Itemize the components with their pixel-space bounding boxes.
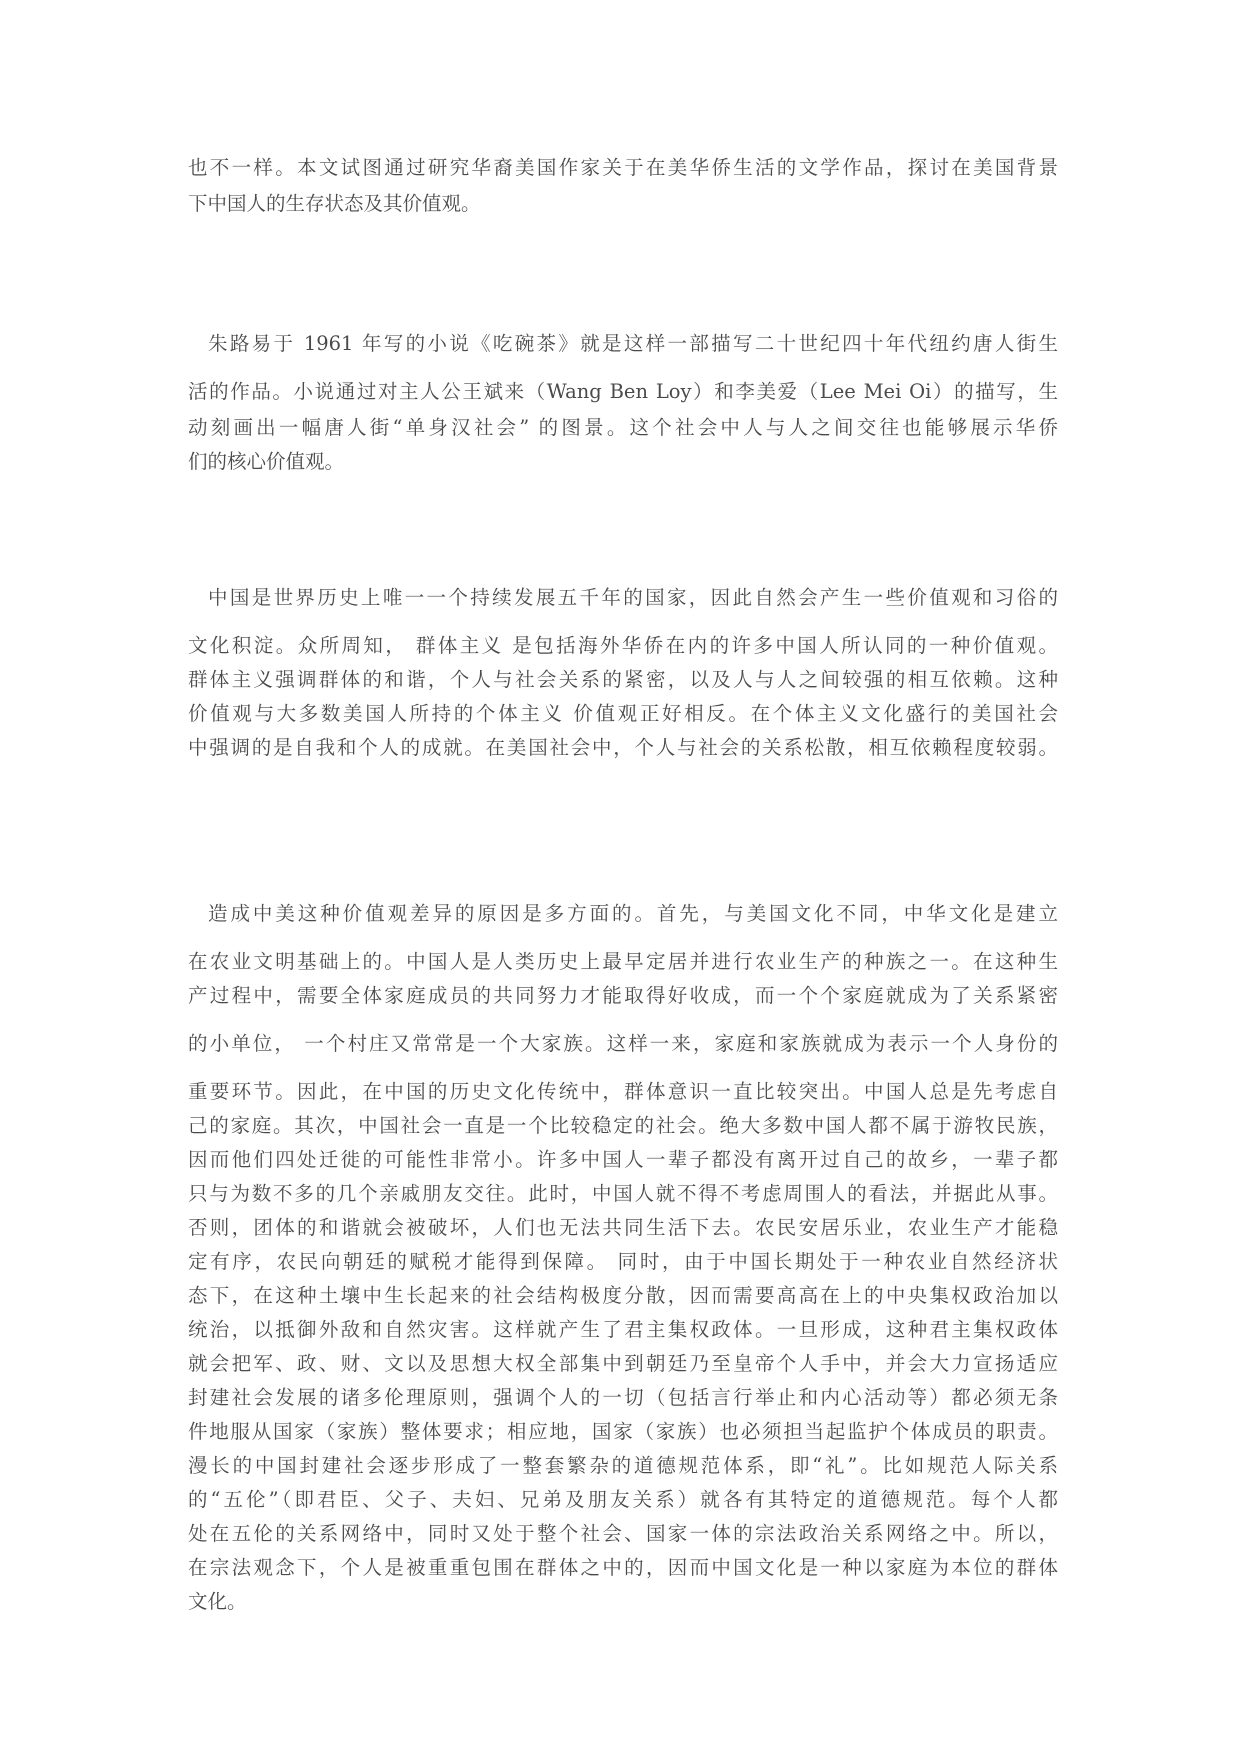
- text-line: 处在五伦的关系网络中，同时又处于整个社会、国家一体的宗法政治关系网络之中。所以，: [188, 1522, 1058, 1545]
- text-line: 在宗法观念下，个人是被重重包围在群体之中的，因而中国文化是一种以家庭为本位的群体: [188, 1556, 1058, 1579]
- text-line: 漫长的中国封建社会逐步形成了一整套繁杂的道德规范体系，即“礼”。比如规范人际关系: [188, 1454, 1058, 1477]
- text-line: 在农业文明基础上的。中国人是人类历史上最早定居并进行农业生产的种族之一。在这种生: [188, 950, 1058, 973]
- text-line: 封建社会发展的诸多伦理原则，强调个人的一切（包括言行举止和内心活动等）都必须无条: [188, 1386, 1058, 1409]
- text-line: 群体主义强调群体的和谐，个人与社会关系的紧密，以及人与人之间较强的相互依赖。这种: [188, 668, 1058, 691]
- text-line: 下中国人的生存状态及其价值观。: [188, 192, 481, 215]
- text-line: 的小单位， 一个村庄又常常是一个大家族。这样一来，家庭和家族就成为表示一个人身份的: [188, 1032, 1058, 1055]
- text-line: 文化。: [188, 1590, 247, 1613]
- text-line: 重要环节。因此，在中国的历史文化传统中，群体意识一直比较突出。中国人总是先考虑自: [188, 1080, 1058, 1103]
- text-line: 造成中美这种价值观差异的原因是多方面的。首先，与美国文化不同，中华文化是建立: [208, 902, 1058, 925]
- text-line: 就会把军、政、财、文以及思想大权全部集中到朝廷乃至皇帝个人手中，并会大力宣扬适应: [188, 1352, 1058, 1375]
- text-line: 件地服从国家（家族）整体要求；相应地，国家（家族）也必须担当起监护个体成员的职责。: [188, 1420, 1058, 1443]
- text-line: 因而他们四处迁徙的可能性非常小。许多中国人一辈子都没有离开过自己的故乡，一辈子都: [188, 1148, 1058, 1171]
- text-line: 定有序，农民向朝廷的赋税才能得到保障。 同时，由于中国长期处于一种农业自然经济状: [188, 1250, 1058, 1273]
- text-line: 也不一样。本文试图通过研究华裔美国作家关于在美华侨生活的文学作品，探讨在美国背景: [188, 156, 1058, 179]
- text-line: 文化积淀。众所周知， 群体主义 是包括海外华侨在内的许多中国人所认同的一种价值观。: [188, 634, 1058, 657]
- text-line: 的“五伦”（即君臣、父子、夫妇、兄弟及朋友关系）就各有其特定的道德规范。每个人都: [188, 1488, 1058, 1511]
- text-line: 中强调的是自我和个人的成就。在美国社会中，个人与社会的关系松散，相互依赖程度较弱。: [188, 736, 1058, 759]
- text-line: 统治，以抵御外敌和自然灾害。这样就产生了君主集权政体。一旦形成，这种君主集权政体: [188, 1318, 1058, 1341]
- text-line: 动刻画出一幅唐人街“单身汉社会” 的图景。这个社会中人与人之间交往也能够展示华侨: [188, 416, 1058, 439]
- text-line: 价值观与大多数美国人所持的个体主义 价值观正好相反。在个体主义文化盛行的美国社会: [188, 702, 1058, 725]
- text-line: 们的核心价值观。: [188, 450, 345, 473]
- text-line: 否则，团体的和谐就会被破坏，人们也无法共同生活下去。农民安居乐业，农业生产才能稳: [188, 1216, 1058, 1239]
- text-line: 活的作品。小说通过对主人公王斌来（Wang Ben Loy）和李美爱（Lee Mei Oi）的描写，生: [188, 380, 1058, 403]
- text-line: 产过程中，需要全体家庭成员的共同努力才能取得好收成，而一个个家庭就成为了关系紧密: [188, 984, 1058, 1007]
- text-line: 只与为数不多的几个亲戚朋友交往。此时，中国人就不得不考虑周围人的看法，并据此从事。: [188, 1182, 1058, 1205]
- text-line: 朱路易于 1961 年写的小说《吃碗茶》就是这样一部描写二十世纪四十年代纽约唐人街生: [208, 332, 1058, 355]
- text-line: 己的家庭。其次，中国社会一直是一个比较稳定的社会。绝大多数中国人都不属于游牧民族，: [188, 1114, 1058, 1137]
- text-line: 态下，在这种土壤中生长起来的社会结构极度分散，因而需要高高在上的中央集权政治加以: [188, 1284, 1058, 1307]
- text-line: 中国是世界历史上唯一一个持续发展五千年的国家，因此自然会产生一些价值观和习俗的: [208, 586, 1058, 609]
